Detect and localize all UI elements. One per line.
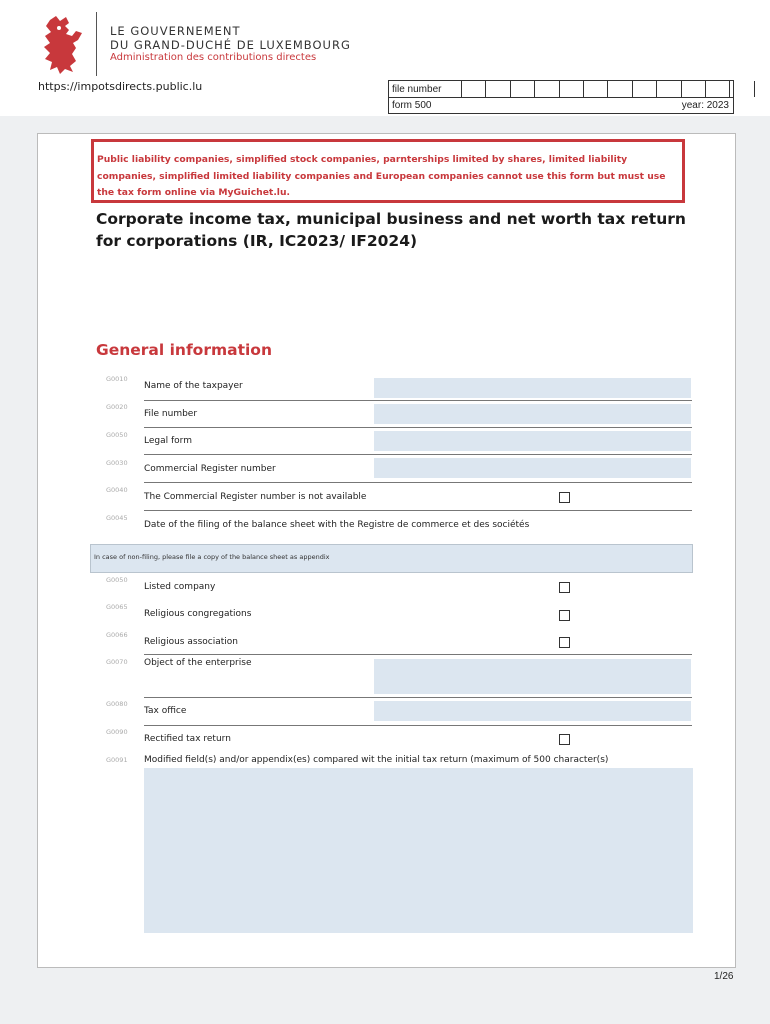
religious-congregations-checkbox[interactable] <box>559 610 570 621</box>
field-code: G0020 <box>106 403 128 411</box>
field-code: G0045 <box>106 514 128 522</box>
field-code: G0065 <box>106 603 128 611</box>
row-separator <box>144 454 692 455</box>
row-separator <box>144 725 692 726</box>
form-page <box>37 133 736 968</box>
row-separator <box>144 482 692 483</box>
government-name-line2: DU GRAND-DUCHÉ DE LUXEMBOURG <box>110 38 351 52</box>
legal-form-input[interactable] <box>374 431 691 451</box>
modified-fields-textarea[interactable] <box>144 768 693 933</box>
register-not-available-checkbox[interactable] <box>559 492 570 503</box>
enterprise-object-input[interactable] <box>374 659 691 694</box>
file-number-cells[interactable] <box>461 81 770 97</box>
website-url: https://impotsdirects.public.lu <box>38 80 203 93</box>
field-code: G0080 <box>106 700 128 708</box>
field-code: G0050 <box>106 431 128 439</box>
header-divider <box>96 12 97 76</box>
tax-office-input[interactable] <box>374 701 691 721</box>
field-label-file-number: File number <box>144 409 198 419</box>
page-number: 1/26 <box>714 971 734 982</box>
row-separator <box>144 510 692 511</box>
row-separator <box>144 697 692 698</box>
field-code: G0066 <box>106 631 128 639</box>
section-title: General information <box>96 341 272 359</box>
rectified-return-checkbox[interactable] <box>559 734 570 745</box>
administration-name: Administration des contributions directes <box>110 52 317 63</box>
religious-association-checkbox[interactable] <box>559 637 570 648</box>
field-code: G0030 <box>106 459 128 467</box>
lion-coat-of-arms-icon <box>36 14 86 76</box>
field-label-religious-congregations: Religious congregations <box>144 609 252 619</box>
field-code: G0070 <box>106 658 128 666</box>
field-label-religious-association: Religious association <box>144 637 238 647</box>
field-label-enterprise-object: Object of the enterprise <box>144 658 252 668</box>
field-label-commercial-register: Commercial Register number <box>144 464 276 474</box>
field-code: G0040 <box>106 486 128 494</box>
file-number-box <box>388 80 734 114</box>
notice-box: Public liability companies, simplified stock companies, parnterships limited by shares, limited liability companies, simplified limited liability companies and European companies cannot use this form but must use the tax form online via MyGuichet.lu. <box>91 139 685 203</box>
file-number-row <box>389 81 733 98</box>
taxpayer-name-input[interactable] <box>374 378 691 398</box>
field-label-balance-sheet-filing: Date of the filing of the balance sheet with the Registre de commerce et des sociétés <box>144 520 530 530</box>
form-label: form 500 <box>392 100 432 111</box>
file-number-input[interactable] <box>374 404 691 424</box>
file-number-label: file number <box>392 84 442 95</box>
field-label-rectified-return: Rectified tax return <box>144 734 231 744</box>
field-label-tax-office: Tax office <box>144 706 187 716</box>
commercial-register-input[interactable] <box>374 458 691 478</box>
field-label-legal-form: Legal form <box>144 436 192 446</box>
row-separator <box>144 427 692 428</box>
form-title: Corporate income tax, municipal business and net worth tax return for corporations (IR, IC2023/ IF2024) <box>96 210 686 250</box>
field-code: G0090 <box>106 728 128 736</box>
field-code: G0050 <box>106 576 128 584</box>
field-label-taxpayer-name: Name of the taxpayer <box>144 381 243 391</box>
document-header <box>0 0 770 116</box>
field-code: G0010 <box>106 375 128 383</box>
row-separator <box>144 654 692 655</box>
field-code: G0091 <box>106 756 128 764</box>
listed-company-checkbox[interactable] <box>559 582 570 593</box>
year-label: year: 2023 <box>681 100 729 111</box>
field-label-register-not-available: The Commercial Register number is not available <box>144 492 367 502</box>
balance-sheet-note: In case of non-filing, please file a copy of the balance sheet as appendix <box>94 553 330 561</box>
field-label-modified-fields: Modified field(s) and/or appendix(es) compared wit the initial tax return (maximum of 500 character(s) <box>144 755 609 765</box>
government-name-line1: LE GOUVERNEMENT <box>110 24 241 38</box>
row-separator <box>144 400 692 401</box>
field-label-listed-company: Listed company <box>144 582 216 592</box>
